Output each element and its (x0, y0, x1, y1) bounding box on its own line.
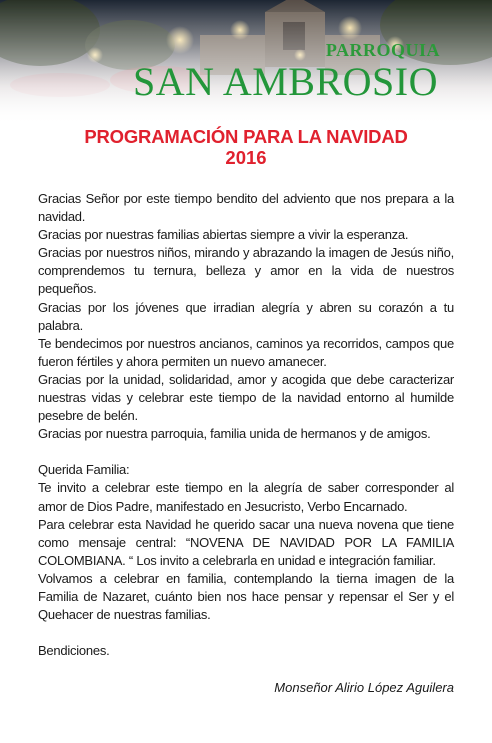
paragraph: Gracias por nuestra parroquia, familia unida de hermanos y de amigos. (38, 426, 431, 442)
paragraph: Gracias por nuestras familias abiertas siempre a vivir la esperanza. (38, 227, 409, 243)
closing: Bendiciones. (38, 643, 110, 659)
signature: Monseñor Alirio López Aguilera (274, 680, 454, 695)
paragraph: Gracias Señor por este tiempo bendito del adviento que nos prepara a la navidad. (38, 191, 454, 225)
greeting: Querida Familia: (38, 462, 130, 478)
paragraph: Te invito a celebrar este tiempo en la alegría de saber corresponder al amor de Dios Padre, manifestado en Jesucristo, Verbo Encarnado. (38, 480, 454, 514)
spacer (38, 624, 454, 642)
header-banner (0, 0, 492, 125)
letter-body (38, 190, 454, 660)
title-line-2: 2016 (225, 147, 267, 168)
parish-label: PARROQUIA (325, 40, 440, 60)
parish-name: SAN AMBROSIO (133, 59, 438, 104)
paragraph: Para celebrar esta Navidad he querido sacar una nueva novena que tiene como mensaje central: “NOVENA DE NAVIDAD POR LA FAMILIA COLOMBIANA. “ Los invito a celebrarla en unidad e integración familiar. (38, 516, 454, 568)
paragraph: Gracias por la unidad, solidaridad, amor y acogida que debe caracterizar nuestras vidas y celebrar este tiempo de la navidad entorno al humilde pesebre de belén. (38, 371, 454, 424)
paragraph: Gracias por nuestros niños, mirando y abrazando la imagen de Jesús niño, comprendemos tu ternura, belleza y amor en la vida de nuestros pequeños. (38, 245, 454, 297)
paragraph: Gracias por los jóvenes que irradian alegría y abren su corazón a tu palabra. (38, 299, 454, 333)
paragraph: Te bendecimos por nuestros ancianos, caminos ya recorridos, campos que fueron fértiles y ahora permiten un nuevo amanecer. (38, 335, 454, 369)
title-line-1: PROGRAMACIÓN PARA LA NAVIDAD (84, 126, 408, 147)
spacer (38, 443, 454, 461)
page-title (0, 126, 492, 168)
paragraph: Volvamos a celebrar en familia, contemplando la tierna imagen de la Familia de Nazaret, cuánto bien nos hace pensar y repensar el Ser y el Quehacer de nuestras familias. (38, 570, 454, 623)
